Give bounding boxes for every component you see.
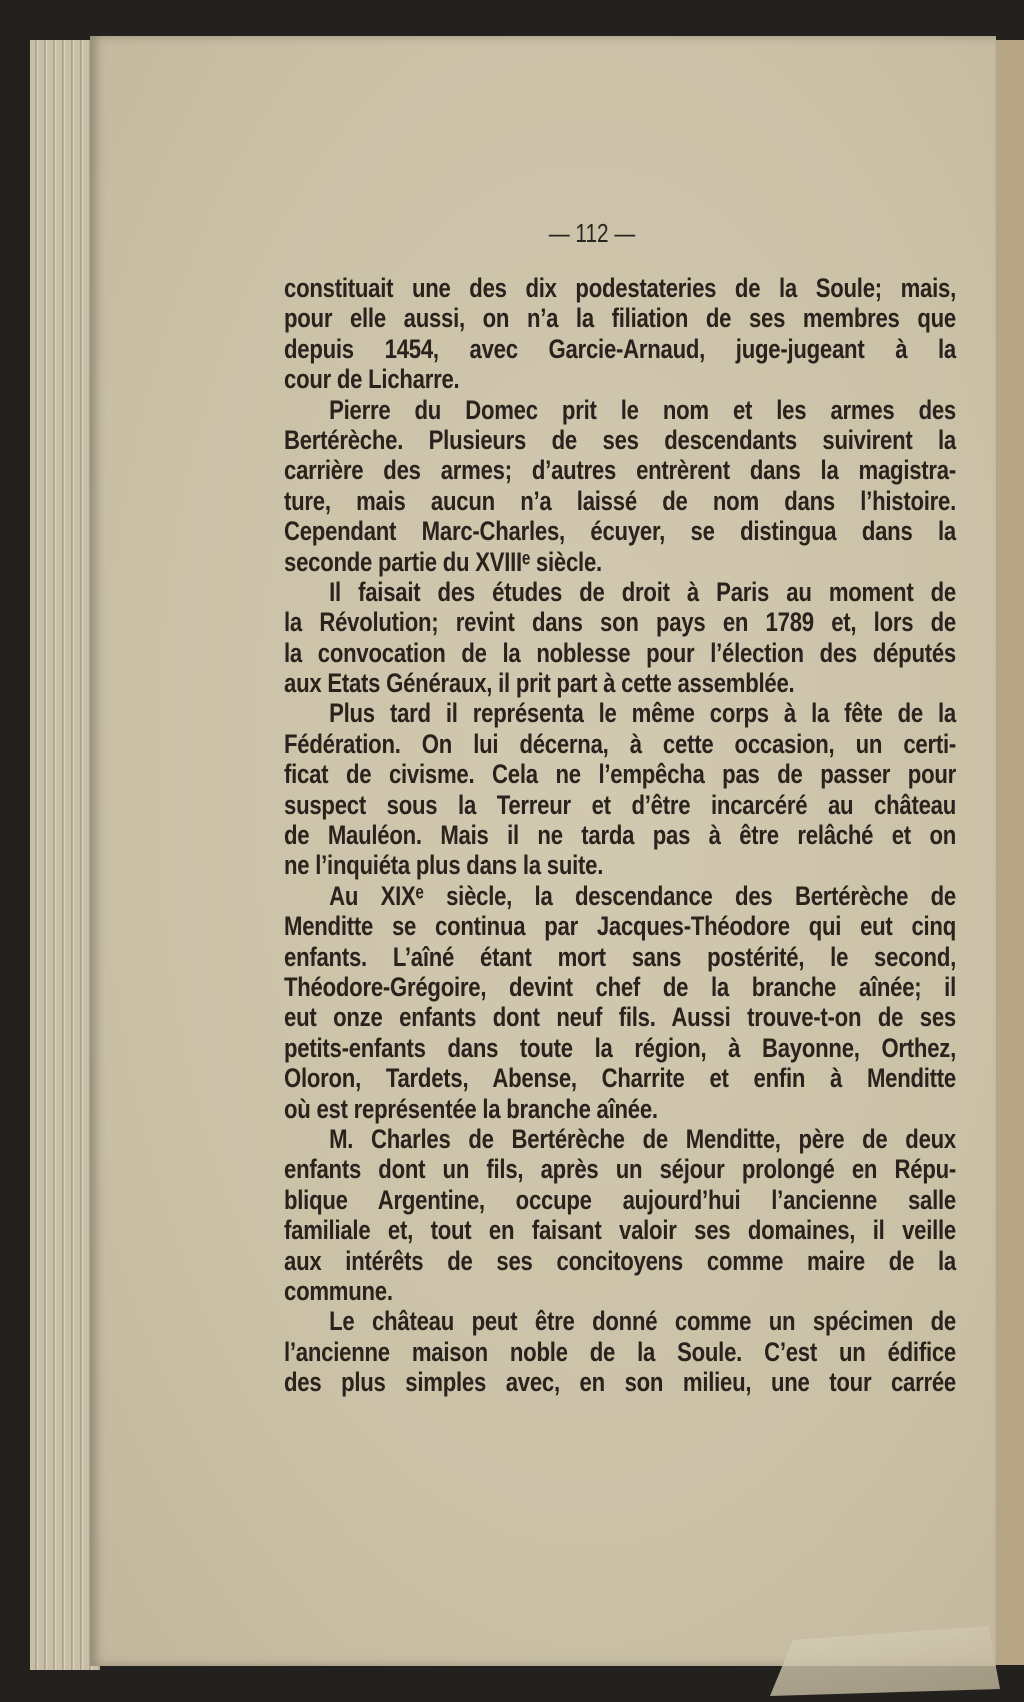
text-line: la Révolution; revint dans son pays en 1789 et, lors de (284, 607, 957, 638)
text-line: Bertérèche. Plusieurs de ses descendants suivirent la (284, 424, 956, 455)
text-line: eut onze enfants dont neuf fils. Aussi trouve-t-on de ses (284, 1002, 957, 1033)
text-line: blique Argentine, occupe aujourd’hui l’ancienne salle (284, 1184, 956, 1215)
text-line: aux intérêts de ses concitoyens comme maire de la (284, 1245, 957, 1276)
text-line: Il faisait des études de droit à Paris au moment de (329, 576, 957, 607)
page-number: — 112 — (548, 218, 636, 248)
text-line: enfants. L’aîné étant mort sans postérité, le second, (284, 941, 957, 972)
text-line: ficat de civisme. Cela ne l’empêcha pas de passer pour (284, 759, 957, 790)
text-line: aux Etats Généraux, il prit part à cette assemblée. (284, 668, 795, 699)
text-line: M. Charles de Bertérèche de Menditte, père de deux (329, 1123, 957, 1154)
text-line: carrière des armes; d’autres entrèrent dans la magistra- (284, 455, 956, 486)
text-line: ne l’inquiéta plus dans la suite. (284, 850, 604, 881)
text-line: Cependant Marc-Charles, écuyer, se distingua dans la (284, 516, 957, 547)
text-line: commune. (284, 1275, 393, 1306)
text-line: seconde partie du XVIIIᵉ siècle. (284, 546, 602, 577)
text-line: pour elle aussi, on n’a la filiation de ses membres que (284, 303, 956, 334)
text-line: constituait une des dix podestateries de la Soule; mais, (284, 273, 957, 303)
text-line: Menditte se continua par Jacques-Théodore qui eut cinq (284, 911, 957, 942)
adjacent-page-edge (992, 40, 1024, 1665)
body-text (284, 273, 956, 1397)
text-line: cour de Licharre. (284, 364, 460, 395)
text-line: l’ancienne maison noble de la Soule. C’est un édifice (284, 1336, 957, 1367)
text-line: Au XIXᵉ siècle, la descendance des Bertérèche de (329, 880, 957, 911)
text-line: ture, mais aucun n’a laissé de nom dans l’histoire. (284, 485, 956, 516)
text-line: suspect sous la Terreur et d’être incarcéré au château (284, 789, 956, 820)
text-line: Fédération. On lui décerna, à cette occasion, un certi- (284, 728, 957, 759)
text-line: la convocation de la noblesse pour l’élection des députés (284, 637, 956, 668)
text-line: Oloron, Tardets, Abense, Charrite et enfin à Menditte (284, 1063, 956, 1094)
text-line: petits-enfants dans toute la région, à Bayonne, Orthez, (284, 1032, 957, 1063)
text-line: familiale et, tout en faisant valoir ses domaines, il veille (284, 1215, 956, 1246)
text-line: de Mauléon. Mais il ne tarda pas à être relâché et on (284, 820, 957, 851)
text-line: Pierre du Domec prit le nom et les armes des (329, 394, 956, 425)
text-line: Plus tard il représenta le même corps à la fête de la (329, 698, 957, 729)
torn-corner-fold (770, 1626, 1000, 1696)
text-line: où est représentée la branche aînée. (284, 1093, 658, 1124)
text-line: Le château peut être donné comme un spécimen de (329, 1306, 956, 1337)
text-line: Théodore-Grégoire, devint chef de la branche aînée; il (284, 971, 957, 1002)
text-line: enfants dont un fils, après un séjour prolongé en Répu- (284, 1154, 957, 1185)
text-line: depuis 1454, avec Garcie-Arnaud, juge-jugeant à la (284, 333, 957, 364)
text-line: des plus simples avec, en son milieu, une tour carrée (284, 1367, 957, 1398)
